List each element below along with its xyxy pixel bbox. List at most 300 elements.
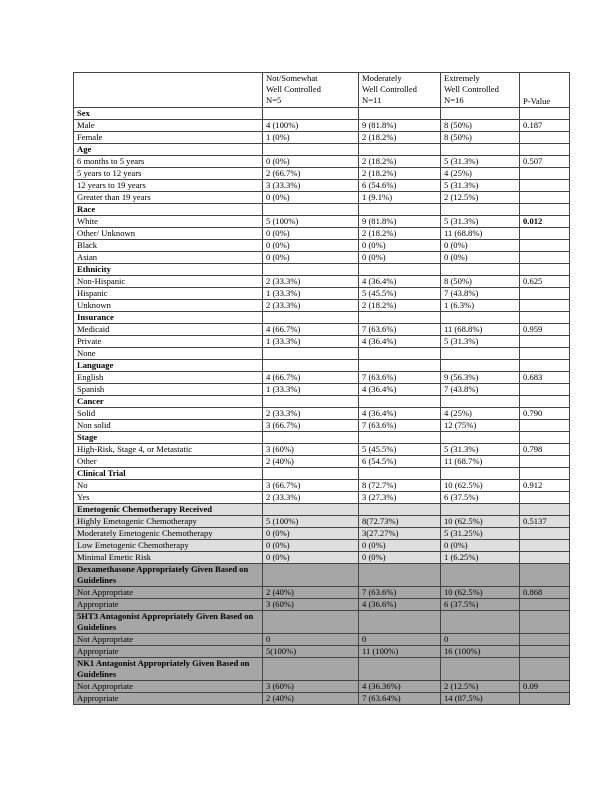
cell-p-value xyxy=(520,564,570,587)
row-label: Hispanic xyxy=(74,288,263,300)
header-cell-extremely xyxy=(441,73,520,108)
row-label: Other xyxy=(74,456,263,468)
table-row xyxy=(74,516,570,528)
cell-p-value xyxy=(520,504,570,516)
header-row xyxy=(74,73,570,108)
cell-not-somewhat: 0 (0%) xyxy=(263,528,359,540)
row-label: High-Risk, Stage 4, or Metastatic xyxy=(74,444,263,456)
cell-p-value xyxy=(520,468,570,480)
cell-extremely: 6 (37.5%) xyxy=(441,599,520,611)
table-row xyxy=(74,646,570,658)
cell-moderately: 8(72.73%) xyxy=(359,516,441,528)
cell-not-somewhat: 0 (0%) xyxy=(263,540,359,552)
table-row xyxy=(74,348,570,360)
cell-moderately xyxy=(359,312,441,324)
row-label: Asian xyxy=(74,252,263,264)
cell-extremely xyxy=(441,432,520,444)
cell-p-value xyxy=(520,634,570,646)
cell-moderately: 4 (36.4%) xyxy=(359,408,441,420)
cell-p-value: 0.012 xyxy=(520,216,570,228)
header-line: N=11 xyxy=(362,95,382,105)
cell-p-value: 0.798 xyxy=(520,444,570,456)
cell-moderately xyxy=(359,108,441,120)
cell-not-somewhat: 5 (100%) xyxy=(263,516,359,528)
cell-not-somewhat: 3 (66.7%) xyxy=(263,420,359,432)
cell-not-somewhat: 2 (33.3%) xyxy=(263,300,359,312)
cell-moderately xyxy=(359,611,441,634)
cell-extremely: 1 (6.25%) xyxy=(441,552,520,564)
cell-not-somewhat xyxy=(263,312,359,324)
cell-p-value: 0.5137 xyxy=(520,516,570,528)
table-row xyxy=(74,252,570,264)
cell-not-somewhat: 2 (40%) xyxy=(263,456,359,468)
cell-not-somewhat: 4 (66.7%) xyxy=(263,372,359,384)
cell-moderately: 0 xyxy=(359,634,441,646)
cell-extremely xyxy=(441,108,520,120)
cell-extremely: 9 (56.3%) xyxy=(441,372,520,384)
cell-moderately: 8 (72.7%) xyxy=(359,480,441,492)
section-label: Sex xyxy=(74,108,263,120)
section-label: Emetogenic Chemotherapy Received xyxy=(74,504,263,516)
cell-extremely: 10 (62.5%) xyxy=(441,587,520,599)
cell-extremely: 1 (6.3%) xyxy=(441,300,520,312)
cell-p-value xyxy=(520,599,570,611)
header-cell-not-somewhat xyxy=(263,73,359,108)
cell-extremely: 2 (12.5%) xyxy=(441,681,520,693)
cell-p-value xyxy=(520,432,570,444)
section-header-row xyxy=(74,396,570,408)
cell-not-somewhat: 2 (33.3%) xyxy=(263,408,359,420)
row-label: Male xyxy=(74,120,263,132)
cell-moderately: 7 (63.6%) xyxy=(359,372,441,384)
cell-moderately: 0 (0%) xyxy=(359,540,441,552)
cell-not-somewhat: 3 (33.3%) xyxy=(263,180,359,192)
cell-moderately: 0 (0%) xyxy=(359,240,441,252)
row-label: 6 months to 5 years xyxy=(74,156,263,168)
cell-extremely xyxy=(441,360,520,372)
cell-moderately: 4 (36.4%) xyxy=(359,276,441,288)
row-label: Unknown xyxy=(74,300,263,312)
table-row xyxy=(74,228,570,240)
cell-not-somewhat: 0 (0%) xyxy=(263,192,359,204)
cell-moderately: 4 (36.6%) xyxy=(359,599,441,611)
cell-extremely: 5 (31.3%) xyxy=(441,156,520,168)
cell-not-somewhat xyxy=(263,348,359,360)
table-row xyxy=(74,444,570,456)
cell-moderately xyxy=(359,204,441,216)
cell-extremely: 11 (68.8%) xyxy=(441,324,520,336)
cell-extremely: 8 (50%) xyxy=(441,120,520,132)
demographics-table xyxy=(73,72,570,705)
section-label: Dexamethasone Appropriately Given Based on Guidelines xyxy=(74,564,263,587)
cell-p-value: 0.625 xyxy=(520,276,570,288)
table-body xyxy=(74,73,570,705)
table-row xyxy=(74,240,570,252)
cell-moderately xyxy=(359,396,441,408)
cell-extremely: 5 (31.3%) xyxy=(441,216,520,228)
cell-not-somewhat xyxy=(263,658,359,681)
table-row xyxy=(74,216,570,228)
cell-extremely: 5 (31.3%) xyxy=(441,180,520,192)
table-row xyxy=(74,156,570,168)
cell-moderately: 2 (18.2%) xyxy=(359,132,441,144)
row-label: Solid xyxy=(74,408,263,420)
cell-moderately xyxy=(359,658,441,681)
cell-p-value xyxy=(520,540,570,552)
table-row xyxy=(74,681,570,693)
cell-not-somewhat: 2 (40%) xyxy=(263,587,359,599)
cell-moderately: 6 (54.6%) xyxy=(359,180,441,192)
table-row xyxy=(74,180,570,192)
cell-extremely xyxy=(441,312,520,324)
cell-p-value xyxy=(520,300,570,312)
cell-extremely: 11 (68.7%) xyxy=(441,456,520,468)
table-row xyxy=(74,420,570,432)
row-label: Moderately Emetogenic Chemotherapy xyxy=(74,528,263,540)
cell-p-value: 0.868 xyxy=(520,587,570,599)
section-header-row xyxy=(74,264,570,276)
header-line: P-Value xyxy=(523,96,551,106)
section-header-row xyxy=(74,360,570,372)
cell-extremely: 12 (75%) xyxy=(441,420,520,432)
table-row xyxy=(74,336,570,348)
cell-p-value xyxy=(520,348,570,360)
cell-p-value: 0.187 xyxy=(520,120,570,132)
row-label: White xyxy=(74,216,263,228)
cell-moderately: 9 (81.8%) xyxy=(359,216,441,228)
cell-moderately xyxy=(359,144,441,156)
cell-not-somewhat xyxy=(263,504,359,516)
cell-moderately: 2 (18.2%) xyxy=(359,300,441,312)
header-line: Not/Somewhat xyxy=(266,73,318,83)
cell-moderately: 11 (100%) xyxy=(359,646,441,658)
cell-extremely: 11 (68.8%) xyxy=(441,228,520,240)
cell-moderately xyxy=(359,468,441,480)
row-label: Greater than 19 years xyxy=(74,192,263,204)
cell-p-value xyxy=(520,336,570,348)
cell-moderately: 4 (36.4%) xyxy=(359,384,441,396)
cell-not-somewhat xyxy=(263,468,359,480)
cell-not-somewhat xyxy=(263,396,359,408)
table-row xyxy=(74,120,570,132)
cell-p-value xyxy=(520,192,570,204)
cell-p-value xyxy=(520,693,570,705)
table-row xyxy=(74,300,570,312)
cell-not-somewhat: 1 (33.3%) xyxy=(263,336,359,348)
cell-moderately: 4 (36.4%) xyxy=(359,336,441,348)
cell-not-somewhat xyxy=(263,264,359,276)
cell-not-somewhat: 0 xyxy=(263,634,359,646)
row-label: Low Emetogenic Chemotherapy xyxy=(74,540,263,552)
section-label: Age xyxy=(74,144,263,156)
cell-extremely xyxy=(441,504,520,516)
cell-not-somewhat xyxy=(263,108,359,120)
header-line: N=16 xyxy=(444,95,464,105)
row-label: Minimal Emetic Risk xyxy=(74,552,263,564)
cell-extremely: 16 (100%) xyxy=(441,646,520,658)
row-label: Non solid xyxy=(74,420,263,432)
header-line: Moderately xyxy=(362,73,402,83)
cell-not-somewhat xyxy=(263,144,359,156)
cell-moderately: 2 (18.2%) xyxy=(359,156,441,168)
row-label: Other/ Unknown xyxy=(74,228,263,240)
cell-moderately xyxy=(359,564,441,587)
cell-p-value xyxy=(520,552,570,564)
table-row xyxy=(74,372,570,384)
cell-extremely xyxy=(441,564,520,587)
section-header-row xyxy=(74,312,570,324)
table-row xyxy=(74,587,570,599)
cell-extremely xyxy=(441,348,520,360)
section-header-row xyxy=(74,504,570,516)
row-label: No xyxy=(74,480,263,492)
cell-extremely: 5 (31.3%) xyxy=(441,444,520,456)
cell-not-somewhat: 1 (33.3%) xyxy=(263,384,359,396)
cell-not-somewhat: 0 (0%) xyxy=(263,552,359,564)
cell-extremely xyxy=(441,658,520,681)
header-cell-label xyxy=(74,73,263,108)
section-label: Language xyxy=(74,360,263,372)
section-header-row xyxy=(74,108,570,120)
row-label: Not Appropriate xyxy=(74,634,263,646)
cell-p-value xyxy=(520,288,570,300)
row-label: Appropriate xyxy=(74,646,263,658)
cell-extremely: 8 (50%) xyxy=(441,132,520,144)
cell-not-somewhat: 1 (33.3%) xyxy=(263,288,359,300)
cell-moderately xyxy=(359,504,441,516)
cell-extremely: 8 (50%) xyxy=(441,276,520,288)
header-line: Well Controlled xyxy=(362,84,417,94)
row-label: 12 years to 19 years xyxy=(74,180,263,192)
cell-not-somewhat xyxy=(263,204,359,216)
cell-extremely: 4 (25%) xyxy=(441,408,520,420)
cell-p-value xyxy=(520,646,570,658)
table-row xyxy=(74,408,570,420)
cell-extremely xyxy=(441,611,520,634)
row-label: Black xyxy=(74,240,263,252)
section-label: Insurance xyxy=(74,312,263,324)
cell-not-somewhat xyxy=(263,432,359,444)
cell-p-value xyxy=(520,204,570,216)
section-header-row xyxy=(74,432,570,444)
table-row xyxy=(74,528,570,540)
section-label: NK1 Antagonist Appropriately Given Based on Guidelines xyxy=(74,658,263,681)
section-label: 5HT3 Antagonist Appropriately Given Based on Guidelines xyxy=(74,611,263,634)
row-label: Private xyxy=(74,336,263,348)
row-label: Not Appropriate xyxy=(74,681,263,693)
cell-not-somewhat: 3 (60%) xyxy=(263,444,359,456)
cell-moderately: 2 (18.2%) xyxy=(359,228,441,240)
cell-p-value xyxy=(520,456,570,468)
table-row xyxy=(74,276,570,288)
cell-moderately: 7 (63.6%) xyxy=(359,324,441,336)
cell-extremely: 2 (12.5%) xyxy=(441,192,520,204)
cell-extremely: 7 (43.8%) xyxy=(441,384,520,396)
cell-moderately: 5 (45.5%) xyxy=(359,444,441,456)
section-label: Cancer xyxy=(74,396,263,408)
cell-not-somewhat: 0 (0%) xyxy=(263,252,359,264)
header-line: Well Controlled xyxy=(444,84,499,94)
section-header-row xyxy=(74,658,570,681)
cell-moderately: 7 (63.64%) xyxy=(359,693,441,705)
cell-not-somewhat xyxy=(263,360,359,372)
table-row xyxy=(74,599,570,611)
cell-not-somewhat: 0 (0%) xyxy=(263,228,359,240)
cell-moderately: 3(27.27%) xyxy=(359,528,441,540)
cell-not-somewhat: 0 (0%) xyxy=(263,156,359,168)
cell-moderately: 1 (9.1%) xyxy=(359,192,441,204)
row-label: 5 years to 12 years xyxy=(74,168,263,180)
cell-p-value xyxy=(520,611,570,634)
cell-p-value xyxy=(520,264,570,276)
cell-moderately: 7 (63.6%) xyxy=(359,420,441,432)
cell-not-somewhat: 0 (0%) xyxy=(263,240,359,252)
table-row xyxy=(74,168,570,180)
header-line: N=5 xyxy=(266,95,282,105)
cell-moderately: 0 (0%) xyxy=(359,252,441,264)
row-label: Medicaid xyxy=(74,324,263,336)
cell-p-value: 0.507 xyxy=(520,156,570,168)
cell-extremely: 10 (62.5%) xyxy=(441,516,520,528)
row-label: English xyxy=(74,372,263,384)
table-row xyxy=(74,456,570,468)
cell-not-somewhat: 4 (100%) xyxy=(263,120,359,132)
cell-not-somewhat xyxy=(263,611,359,634)
cell-extremely: 0 (0%) xyxy=(441,540,520,552)
cell-p-value xyxy=(520,658,570,681)
cell-moderately: 0 (0%) xyxy=(359,552,441,564)
section-label: Stage xyxy=(74,432,263,444)
cell-extremely xyxy=(441,264,520,276)
table-row xyxy=(74,132,570,144)
cell-p-value xyxy=(520,492,570,504)
cell-not-somewhat: 3 (60%) xyxy=(263,681,359,693)
cell-p-value xyxy=(520,312,570,324)
table-row xyxy=(74,324,570,336)
section-label: Ethnicity xyxy=(74,264,263,276)
cell-extremely: 5 (31.25%) xyxy=(441,528,520,540)
row-label: Appropriate xyxy=(74,599,263,611)
row-label: Yes xyxy=(74,492,263,504)
cell-p-value xyxy=(520,144,570,156)
cell-extremely xyxy=(441,396,520,408)
cell-moderately: 4 (36.36%) xyxy=(359,681,441,693)
row-label: Spanish xyxy=(74,384,263,396)
header-line: Well Controlled xyxy=(266,84,321,94)
cell-extremely: 0 (0%) xyxy=(441,240,520,252)
cell-not-somewhat: 5(100%) xyxy=(263,646,359,658)
cell-extremely xyxy=(441,204,520,216)
row-label: Not Appropriate xyxy=(74,587,263,599)
table-row xyxy=(74,384,570,396)
table-row xyxy=(74,693,570,705)
cell-p-value xyxy=(520,132,570,144)
cell-p-value: 0.09 xyxy=(520,681,570,693)
cell-not-somewhat: 2 (33.3%) xyxy=(263,492,359,504)
cell-extremely: 6 (37.5%) xyxy=(441,492,520,504)
cell-p-value xyxy=(520,360,570,372)
section-header-row xyxy=(74,564,570,587)
table-row xyxy=(74,480,570,492)
cell-not-somewhat: 2 (66.7%) xyxy=(263,168,359,180)
row-label: Appropriate xyxy=(74,693,263,705)
cell-p-value xyxy=(520,252,570,264)
row-label: Highly Emetogenic Chemotherapy xyxy=(74,516,263,528)
cell-extremely: 7 (43.8%) xyxy=(441,288,520,300)
cell-p-value xyxy=(520,528,570,540)
table-row xyxy=(74,552,570,564)
cell-moderately: 6 (54.5%) xyxy=(359,456,441,468)
cell-moderately xyxy=(359,360,441,372)
cell-moderately: 9 (81.8%) xyxy=(359,120,441,132)
table-row xyxy=(74,288,570,300)
header-cell-moderately xyxy=(359,73,441,108)
section-header-row xyxy=(74,468,570,480)
table-row xyxy=(74,192,570,204)
cell-not-somewhat: 4 (66.7%) xyxy=(263,324,359,336)
table-row xyxy=(74,540,570,552)
cell-extremely xyxy=(441,144,520,156)
cell-extremely xyxy=(441,468,520,480)
cell-not-somewhat: 1 (0%) xyxy=(263,132,359,144)
cell-extremely: 10 (62.5%) xyxy=(441,480,520,492)
section-label: Race xyxy=(74,204,263,216)
cell-p-value: 0.912 xyxy=(520,480,570,492)
cell-moderately: 5 (45.5%) xyxy=(359,288,441,300)
cell-extremely: 5 (31.3%) xyxy=(441,336,520,348)
section-label: Clinical Trial xyxy=(74,468,263,480)
section-header-row xyxy=(74,611,570,634)
section-header-row xyxy=(74,204,570,216)
cell-p-value xyxy=(520,420,570,432)
cell-p-value: 0.959 xyxy=(520,324,570,336)
cell-not-somewhat: 5 (100%) xyxy=(263,216,359,228)
cell-p-value: 0.790 xyxy=(520,408,570,420)
cell-p-value xyxy=(520,180,570,192)
cell-extremely: 0 xyxy=(441,634,520,646)
table-row xyxy=(74,634,570,646)
cell-not-somewhat xyxy=(263,564,359,587)
cell-p-value xyxy=(520,228,570,240)
cell-p-value xyxy=(520,168,570,180)
cell-moderately: 7 (63.6%) xyxy=(359,587,441,599)
cell-moderately xyxy=(359,432,441,444)
cell-extremely: 4 (25%) xyxy=(441,168,520,180)
cell-moderately: 2 (18.2%) xyxy=(359,168,441,180)
row-label: Non-Hispanic xyxy=(74,276,263,288)
row-label: None xyxy=(74,348,263,360)
section-header-row xyxy=(74,144,570,156)
cell-not-somewhat: 3 (60%) xyxy=(263,599,359,611)
cell-not-somewhat: 2 (40%) xyxy=(263,693,359,705)
cell-moderately xyxy=(359,264,441,276)
cell-p-value xyxy=(520,108,570,120)
table-row xyxy=(74,492,570,504)
row-label: Female xyxy=(74,132,263,144)
cell-p-value xyxy=(520,384,570,396)
header-cell-p-value xyxy=(520,73,570,108)
cell-not-somewhat: 2 (33.3%) xyxy=(263,276,359,288)
cell-not-somewhat: 3 (66.7%) xyxy=(263,480,359,492)
cell-p-value xyxy=(520,396,570,408)
cell-p-value xyxy=(520,240,570,252)
cell-p-value: 0.683 xyxy=(520,372,570,384)
cell-moderately: 3 (27.3%) xyxy=(359,492,441,504)
cell-extremely: 14 (87.5%) xyxy=(441,693,520,705)
cell-extremely: 0 (0%) xyxy=(441,252,520,264)
cell-moderately xyxy=(359,348,441,360)
header-line: Extremely xyxy=(444,73,480,83)
